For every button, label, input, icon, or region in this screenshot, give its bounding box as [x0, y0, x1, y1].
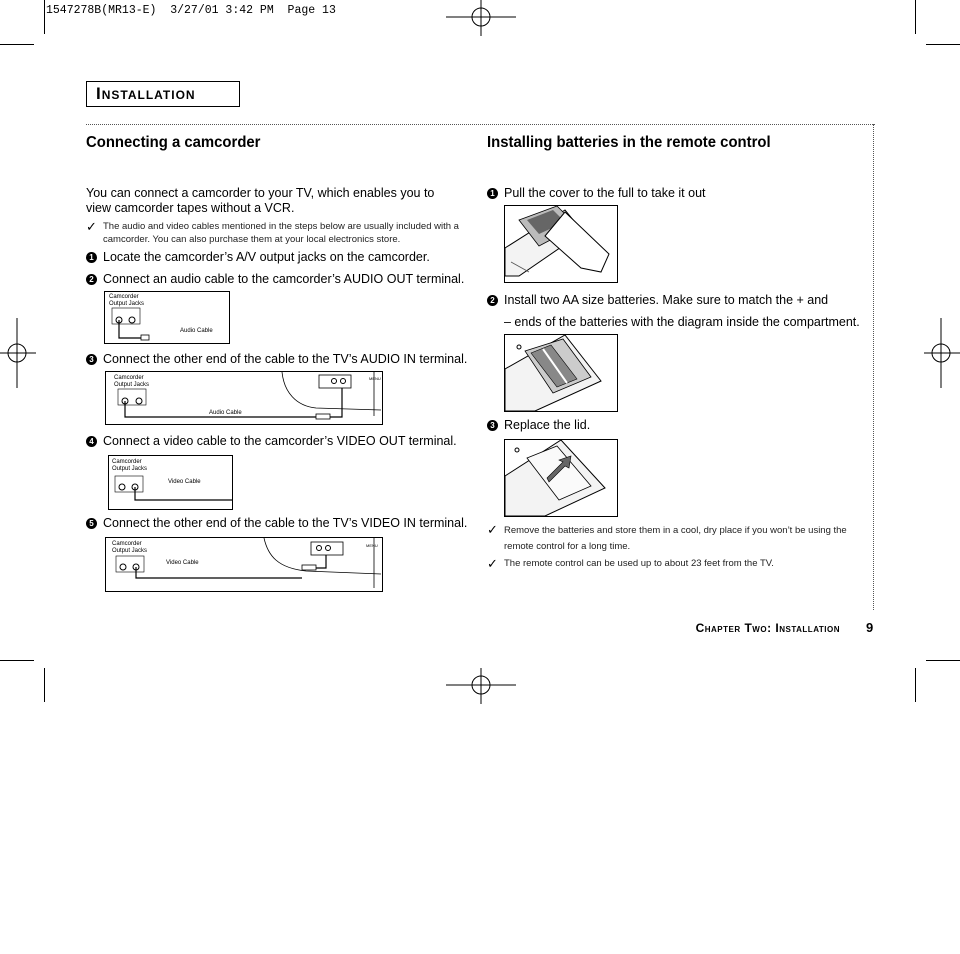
left-heading: Connecting a camcorder	[86, 134, 261, 151]
camcorder-label: Camcorder Output Jacks	[112, 459, 148, 472]
note-text: The remote control can be used up to about 23 feet from the TV.	[504, 558, 774, 569]
camcorder-label: Camcorder Output Jacks	[114, 375, 150, 388]
step-number-icon: 2	[487, 295, 498, 306]
step-text: Pull the cover to the full to take it out	[504, 186, 706, 200]
camcorder-audio-diagram	[104, 291, 230, 344]
step-item	[487, 293, 828, 307]
crop-mark	[915, 668, 916, 702]
section-title: Installation	[96, 84, 196, 103]
camcorder-label: Camcorder Output Jacks	[112, 541, 148, 554]
step-number-icon: 5	[86, 518, 97, 529]
right-heading: Installing batteries in the remote control	[487, 134, 771, 151]
step-number-icon: 2	[86, 274, 97, 285]
crop-mark	[915, 0, 916, 34]
video-cable-drawing-icon	[109, 456, 232, 509]
audio-cable-label: Audio Cable	[209, 410, 242, 416]
crop-mark	[0, 44, 34, 45]
remote-batteries-image	[504, 334, 618, 412]
camcorder-label: Camcorder Output Jacks	[109, 294, 145, 307]
crop-mark	[44, 668, 45, 702]
note-text: Remove the batteries and store them in a cool, dry place if you won’t be using the remote control for a long time.	[504, 525, 847, 552]
tv-audio-connection-icon	[106, 372, 382, 424]
tv-audio-diagram	[105, 371, 383, 425]
step-item	[487, 186, 706, 200]
step-text: Connect the other end of the cable to the TV’s VIDEO IN terminal.	[103, 516, 468, 530]
remote-control-icon	[505, 206, 617, 282]
audio-cable-drawing-icon	[105, 292, 229, 343]
crop-mark	[44, 0, 45, 34]
step-number-icon: 1	[86, 252, 97, 263]
divider	[873, 124, 874, 610]
step-item	[86, 272, 464, 286]
registration-mark-icon	[0, 318, 36, 388]
crop-mark	[926, 44, 960, 45]
check-icon: ✓	[86, 219, 97, 234]
step-text: Connect a video cable to the camcorder’s VIDEO OUT terminal.	[103, 434, 457, 448]
tv-video-connection-icon	[106, 538, 382, 591]
print-header: 1547278B(MR13-E) 3/27/01 3:42 PM Page 13	[46, 4, 336, 17]
battery-compartment-icon	[505, 335, 617, 411]
check-icon: ✓	[487, 522, 498, 537]
step-text: Replace the lid.	[504, 418, 591, 432]
tv-menu-label: MENU	[366, 543, 378, 548]
page-number: 9	[866, 620, 874, 635]
step-item	[86, 352, 467, 366]
camcorder-video-diagram	[108, 455, 233, 510]
registration-mark-icon	[924, 318, 960, 388]
crop-mark	[926, 660, 960, 661]
intro-paragraph: You can connect a camcorder to your TV, which enables you to view camcorder tapes without a VCR.	[86, 186, 435, 215]
registration-mark-icon	[446, 0, 516, 36]
step-text: Connect an audio cable to the camcorder’s AUDIO OUT terminal.	[103, 272, 465, 286]
step-text-continued: – ends of the batteries with the diagram inside the compartment.	[504, 315, 860, 329]
step-text: Install two AA size batteries. Make sure to match the + and	[504, 293, 829, 307]
note-text: The audio and video cables mentioned in the steps below are usually included with a camcorder. You can also purchase them at your local electronics store.	[103, 221, 459, 245]
check-icon: ✓	[487, 556, 498, 571]
step-number-icon: 3	[487, 420, 498, 431]
step-item	[86, 516, 467, 530]
chapter-footer: Chapter Two: Installation	[695, 621, 840, 635]
audio-cable-label: Audio Cable	[180, 328, 213, 334]
step-item	[86, 250, 430, 264]
step-number-icon: 4	[86, 436, 97, 447]
crop-mark	[0, 660, 34, 661]
tv-video-diagram	[105, 537, 383, 592]
remote-replace-lid-image	[504, 439, 618, 517]
video-cable-label: Video Cable	[168, 479, 201, 485]
remote-cover-removal-image	[504, 205, 618, 283]
tv-menu-label: MENU	[369, 376, 381, 381]
step-number-icon: 1	[487, 188, 498, 199]
registration-mark-icon	[446, 668, 516, 704]
step-text: Locate the camcorder’s A/V output jacks on the camcorder.	[103, 250, 430, 264]
step-number-icon: 3	[86, 354, 97, 365]
step-item	[487, 418, 590, 432]
step-text: Connect the other end of the cable to the TV’s AUDIO IN terminal.	[103, 352, 468, 366]
divider	[86, 124, 875, 125]
replace-lid-icon	[505, 440, 617, 516]
step-item	[86, 434, 457, 448]
video-cable-label: Video Cable	[166, 560, 199, 566]
